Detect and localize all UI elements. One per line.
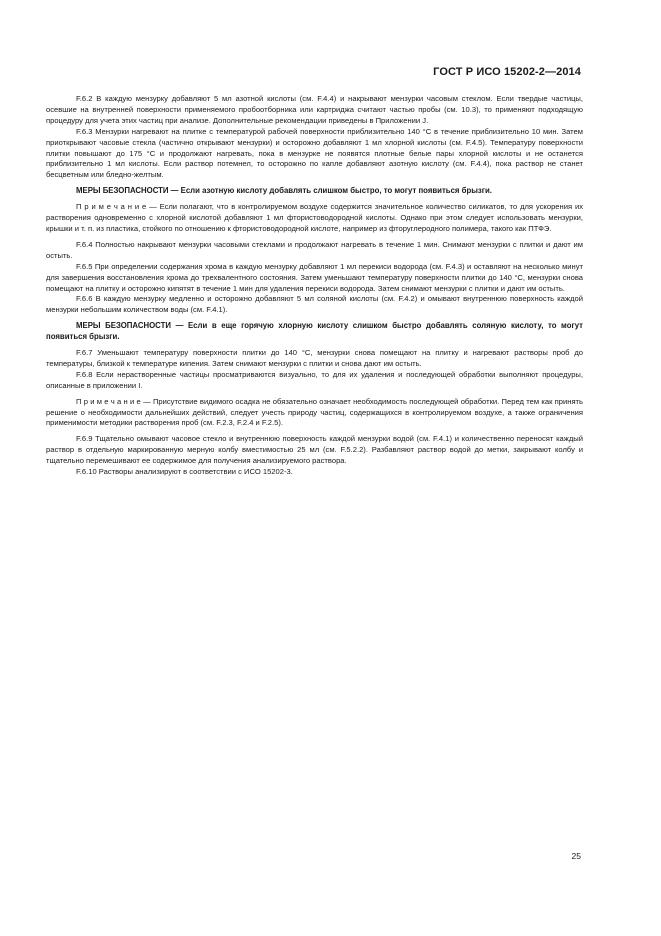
standard-header: ГОСТ Р ИСО 15202-2—2014	[433, 66, 581, 78]
paragraph-f-6-9: F.6.9 Тщательно омывают часовое стекло и внутреннюю поверхность каждой мензурки водой (см. F.4.1) и количественно переносят каждый раствор в отдельную маркированную мерную колбу вместимостью 25 мл (см. F.5.2.2). Разбавляют раствор водой до метки, закрывают колбу и тщательно перемешивают ее содержимое для получения анализируемого раствора.	[46, 434, 583, 466]
paragraph-f-6-6: F.6.6 В каждую мензурку медленно и осторожно добавляют 5 мл соляной кислоты (см. F.4.2) и омывают внутреннюю поверхность каждой мензурки небольшим количеством воды (см. F.4.1).	[46, 294, 583, 315]
paragraph-f-6-4: F.6.4 Полностью накрывают мензурки часовыми стеклами и продолжают нагревать в течение 1 мин. Снимают мензурки с плитки и дают им остыть.	[46, 239, 583, 260]
document-body	[46, 94, 583, 478]
paragraph-f-6-2: F.6.2 В каждую мензурку добавляют 5 мл азотной кислоты (см. F.4.4) и накрывают мензурки часовым стеклом. Если твердые частицы, осевшие на внутренней поверхности применяемого пробоотборника или картриджа считают частью пробы (см. 10.3), то применяют подходящую процедуру для учета этих частиц при анализе. Дополнительные рекомендации приведены в Приложении J.	[46, 94, 583, 125]
paragraph-f-6-10: F.6.10 Растворы анализируют в соответствии с ИСО 15202-3.	[76, 467, 293, 477]
note-paragraph: П р и м е ч а н и е — Присутствие видимого осадка не обязательно означает необходимость последующей обработки. Перед тем как принять решение о необходимости дальнейших действий, следует учесть природу частиц, содержащихся в контролируемом воздухе, а также ограничения применимости методики растворения проб (см. F.2.3, F.2.4 и F.2.5).	[46, 396, 583, 428]
safety-warning: МЕРЫ БЕЗОПАСНОСТИ — Если азотную кислоту добавлять слишком быстро, то могут появиться брызги.	[76, 186, 492, 196]
paragraph-f-6-8: F.6.8 Если нерастворенные частицы просматриваются визуально, то для их удаления и последующей обработки выполняют процедуры, описанные в приложении I.	[46, 369, 583, 390]
paragraph-f-6-7: F.6.7 Уменьшают температуру поверхности плитки до 140 °С, мензурки снова помещают на плитку и нагревают растворы проб до температуры, близкой к температуре кипения. Затем снимают мензурки с плитки и снова дают им остыть.	[46, 348, 583, 368]
note-paragraph: П р и м е ч а н и е — Если полагают, что в контролируемом воздухе содержится значительное количество силикатов, то для ускорения их растворения одновременно с хлорной кислотой добавляют 1 мл фтористоводородной кислоты. Однако при этом следует использовать мензурки, крышки и т. п. из пластика, стойкого по отношению к фтористоводородной кислоте, например из фторуглеродного полимера, такого как ПТФЭ.	[46, 202, 583, 233]
safety-warning: МЕРЫ БЕЗОПАСНОСТИ — Если в еще горячую хлорную кислоту слишком быстро добавлять соляную кислоту, то могут появиться брызги.	[46, 321, 583, 342]
paragraph-f-6-5: F.6.5 При определении содержания хрома в каждую мензурку добавляют 1 мл перекиси водорода (см. F.4.3) и оставляют на несколько минут для завершения восстановления хрома до трехвалентного состояния. Затем уменьшают температуру поверхности плитки до 140 °С, мензурки снова помещают на плитку и осторожно кипятят в течение 1 мин для удаления перекиси водорода. Затем снимают мензурки с плитки и дают им остыть.	[46, 261, 583, 293]
paragraph-f-6-3: F.6.3 Мензурки нагревают на плитке с температурой рабочей поверхности приблизительно 140 °С в течение приблизительно 10 мин. Затем приоткрывают часовые стекла (частично открывают мензурки) и осторожно добавляют 1 мл хлорной кислоты (см. F.4.5). Температуру поверхности плитки повышают до 175 °С и продолжают нагревать, пока в мензурке не появятся плотные белые пары хлорной кислоты и не останется приблизительно 1 мл кислоты. Если раствор потемнел, то осторожно по капле добавляют азотную кислоту (см. F.4.4), пока раствор не станет бесцветным или бледно-желтым.	[46, 126, 583, 180]
page-number: 25	[571, 851, 581, 861]
